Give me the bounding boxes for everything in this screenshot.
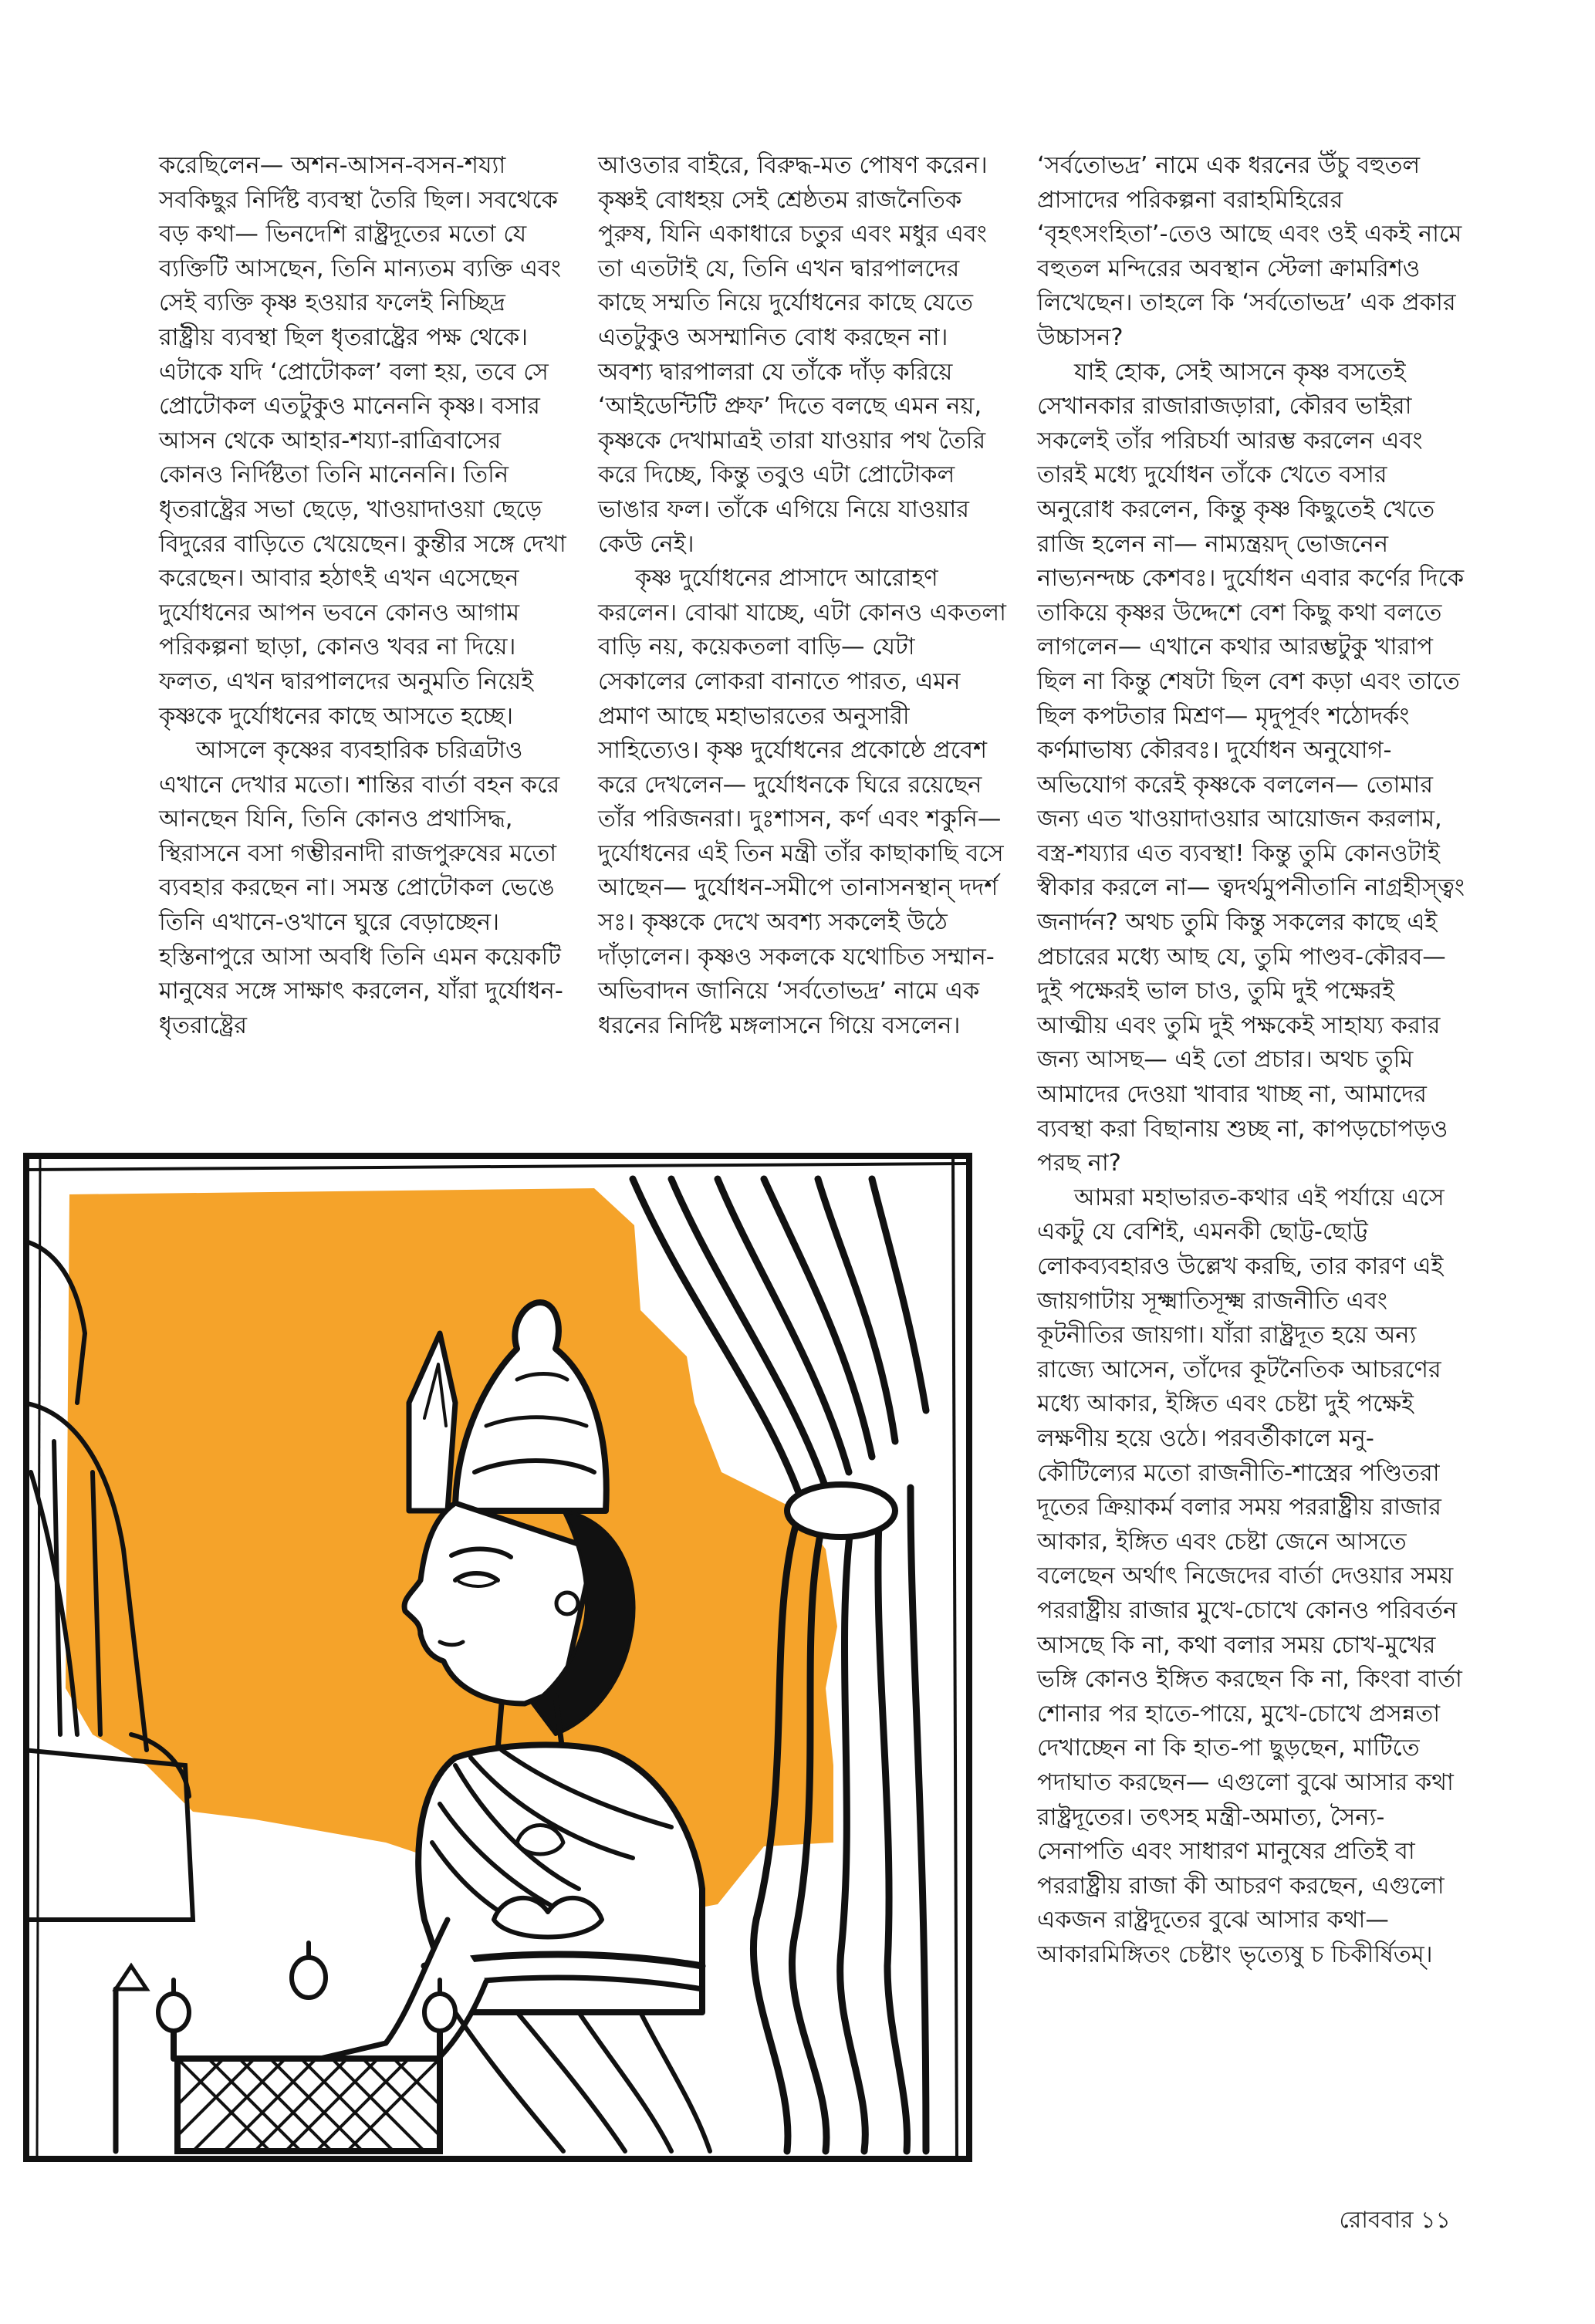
- paragraph: আওতার বাইরে, বিরুদ্ধ-মত পোষণ করেন। কৃষ্ণই বোধহয় সেই শ্রেষ্ঠতম রাজনৈতিক পুরুষ, যিনি একাধারে চতুর এবং মধুর এবং তা এতটাই যে, তিনি এখন দ্বারপালদের কাছে সম্মতি নিয়ে দুর্যোধনের কাছে যেতে এতটুকুও অসম্মানিত বোধ করছেন না। অবশ্য দ্বারপালরা যে তাঁকে দাঁড় করিয়ে ‘আইডেন্টিটি প্রুফ’ দিতে বলছে এমন নয়, কৃষ্ণকে দেখামাত্রই তারা যাওয়ার পথ তৈরি করে দিচ্ছে, কিন্তু তবুও এটা প্রোটোকল ভাঙার ফল। তাঁকে এগিয়ে নিয়ে যাওয়ার কেউ নেই।: [598, 152, 988, 558]
- paragraph: ‘সর্বতোভদ্র’ নামে এক ধরনের উঁচু বহুতল প্রাসাদের পরিকল্পনা বরাহমিহিরের ‘বৃহৎসংহিতা’-তেও আছে এবং ওই একই নামে বহুতল মন্দিরের অবস্থান স্টেলা ক্রামরিশও লিখেছেন। তাহলে কি ‘সর্বতোভদ্র’ এক প্রকার উচ্চাসন?: [1037, 152, 1462, 351]
- paragraph: আসলে কৃষ্ণের ব্যবহারিক চরিত্রটাও এখানে দেখার মতো। শান্তির বার্তা বহন করে আনছেন যিনি, তিনি কোনও প্রথাসিদ্ধ, স্থিরাসনে বসা গম্ভীরনাদী রাজপুরুষের মতো ব্যবহার করছেন না। সমস্ত প্রোটোকল ভেঙে তিনি এখানে-ওখানে ঘুরে বেড়াচ্ছেন। হস্তিনাপুরে আসা অবধি তিনি এমন কয়েকটি মানুষের সঙ্গে সাক্ষাৎ করলেন, যাঁরা দুর্যোধন-ধৃতরাষ্ট্রের: [159, 737, 563, 1039]
- paragraph: যাই হোক, সেই আসনে কৃষ্ণ বসতেই সেখানকার রাজারাজড়ারা, কৌরব ভাইরা সকলেই তাঁর পরিচর্যা আরম্ভ করলেন এবং তারই মধ্যে দুর্যোধন তাঁকে খেতে বসার অনুরোধ করলেন, কিন্তু কৃষ্ণ কিছুতেই খেতে রাজি হলেন না— নাম্যন্ত্রয়দ্ ভোজনেন নাভ্যনন্দচ্চ কেশবঃ। দুর্যোধন এবার কর্ণের দিকে তাকিয়ে কৃষ্ণর উদ্দেশে বেশ কিছু কথা বলতে লাগলেন— এখানে কথার আরম্ভটুকু খারাপ ছিল না কিন্তু শেষটা ছিল বেশ কড়া এবং তাতে ছিল কপটতার মিশ্রণ— মৃদুপূর্বং শঠোদর্কং কর্ণমাভাষ্য কৌরবঃ। দুর্যোধন অনুযোগ-অভিযোগ করেই কৃষ্ণকে বললেন— তোমার জন্য এত খাওয়াদাওয়ার আয়োজন করলাম, বস্ত্র-শয্যার এত ব্যবস্থা! কিন্তু তুমি কোনওটাই স্বীকার করলে না— ত্বদর্থমুপনীতানি নাগ্রহীস্ত্বং জনার্দন? অথচ তুমি কিন্তু সকলের কাছে এই প্রচারের মধ্যে আছ যে, তুমি পাণ্ডব-কৌরব— দুই পক্ষেরই ভাল চাও, তুমি দুই পক্ষেরই আত্মীয় এবং তুমি দুই পক্ষকেই সাহায্য করার জন্য আসছ— এই তো প্রচার। অথচ তুমি আমাদের দেওয়া খাবার খাচ্ছ না, আমাদের ব্যবস্থা করা বিছানায় শুচ্ছ না, কাপড়চোপড়ও পরছ না?: [1037, 358, 1465, 1177]
- article-column-3: [1037, 149, 1469, 1972]
- article-column-2: [598, 149, 1007, 1043]
- curtain-tie: [787, 1485, 895, 1537]
- paragraph: কৃষ্ণ দুর্যোধনের প্রাসাদে আরোহণ করলেন। বোঝা যাচ্ছে, এটা কোনও একতলা বাড়ি নয়, কয়েকতলা বাড়ি— যেটা সেকালের লোকরা বানাতে পারত, এমন প্রমাণ আছে মহাভারতের অনুসারী সাহিত্যেও। কৃষ্ণ দুর্যোধনের প্রকোষ্ঠে প্রবেশ করে দেখলেন— দুর্যোধনকে ঘিরে রয়েছেন তাঁর পরিজনরা। দুঃশাসন, কর্ণ এবং শকুনি— দুর্যোধনের এই তিন মন্ত্রী তাঁর কাছাকাছি বসে আছেন— দুর্যোধন-সমীপে তানাসনস্থান্ দদর্শ সঃ। কৃষ্ণকে দেখে অবশ্য সকলেই উঠে দাঁড়ালেন। কৃষ্ণও সকলকে যথোচিত সম্মান-অভিবাদন জানিয়ে ‘সর্বতোভদ্র’ নামে এক ধরনের নির্দিষ্ট মঙ্গলাসনে গিয়ে বসলেন।: [598, 565, 1006, 1039]
- paragraph: আমরা মহাভারত-কথার এই পর্যায়ে এসে একটু যে বেশিই, এমনকী ছোট্ট-ছোট্ট লোকব্যবহারও উল্লেখ করছি, তার কারণ এই জায়গাটায় সূক্ষ্মাতিসূক্ষ্ম রাজনীতি এবং কূটনীতির জায়গা। যাঁরা রাষ্ট্রদূত হয়ে অন্য রাজ্যে আসেন, তাঁদের কূটনৈতিক আচরণের মধ্যে আকার, ইঙ্গিত এবং চেষ্টা দুই পক্ষেই লক্ষণীয় হয়ে ওঠে। পরবর্তীকালে মনু-কৌটিল্যের মতো রাজনীতি-শাস্ত্রের পণ্ডিতরা দূতের ক্রিয়াকর্ম বলার সময় পররাষ্ট্রীয় রাজার আকার, ইঙ্গিত এবং চেষ্টা জেনে আসতে বলেছেন অর্থাৎ নিজেদের বার্তা দেওয়ার সময় পররাষ্ট্রীয় রাজার মুখে-চোখে কোনও পরিবর্তন আসছে কি না, কথা বলার সময় চোখ-মুখের ভঙ্গি কোনও ইঙ্গিত করছেন কি না, কিংবা বার্তা শোনার পর হাতে-পায়ে, মুখে-চোখে প্রসন্নতা দেখাচ্ছেন না কি হাত-পা ছুড়ছেন, মাটিতে পদাঘাত করছেন— এগুলো বুঝে আসার কথা রাষ্ট্রদূতের। তৎসহ মন্ত্রী-অমাত্য, সৈন্য-সেনাপতি এবং সাধারণ মানুষের প্রতিই বা পররাষ্ট্রীয় রাজা কী আচরণ করছেন, এগুলো একজন রাষ্ট্রদূতের বুঝে আসার কথা— আকারমিঙ্গিতং চেষ্টাং ভৃত্যেষু চ চিকীর্ষিতম্।: [1037, 1184, 1462, 1968]
- article-column-1: [159, 149, 568, 1043]
- paragraph: করেছিলেন— অশন-আসন-বসন-শয্যা সবকিছুর নির্দিষ্ট ব্যবস্থা তৈরি ছিল। সবথেকে বড় কথা— ভিনদেশি রাষ্ট্রদূতের মতো যে ব্যক্তিটি আসছেন, তিনি মান্যতম ব্যক্তি এবং সেই ব্যক্তি কৃষ্ণ হওয়ার ফলেই নিচ্ছিদ্র রাষ্ট্রীয় ব্যবস্থা ছিল ধৃতরাষ্ট্রের পক্ষ থেকে। এটাকে যদি ‘প্রোটোকল’ বলা হয়, তবে সে প্রোটোকল এতটুকুও মানেননি কৃষ্ণ। বসার আসন থেকে আহার-শয্যা-রাত্রিবাসের কোনও নির্দিষ্টতা তিনি মানেননি। তিনি ধৃতরাষ্ট্রের সভা ছেড়ে, খাওয়াদাওয়া ছেড়ে বিদুরের বাড়িতে খেয়েছেন। কুন্তীর সঙ্গে দেখা করেছেন। আবার হঠাৎই এখন এসেছেন দুর্যোধনের আপন ভবনে কোনও আগাম পরিকল্পনা ছাড়া, কোনও খবর না দিয়ে। ফলত, এখন দ্বারপালদের অনুমতি নিয়েই কৃষ্ণকে দুর্যোধনের কাছে আসতে হচ্ছে।: [159, 152, 566, 730]
- illustration-krishna-seated: [23, 1148, 972, 2165]
- page-footer: রোববার ১১: [1339, 2207, 1451, 2234]
